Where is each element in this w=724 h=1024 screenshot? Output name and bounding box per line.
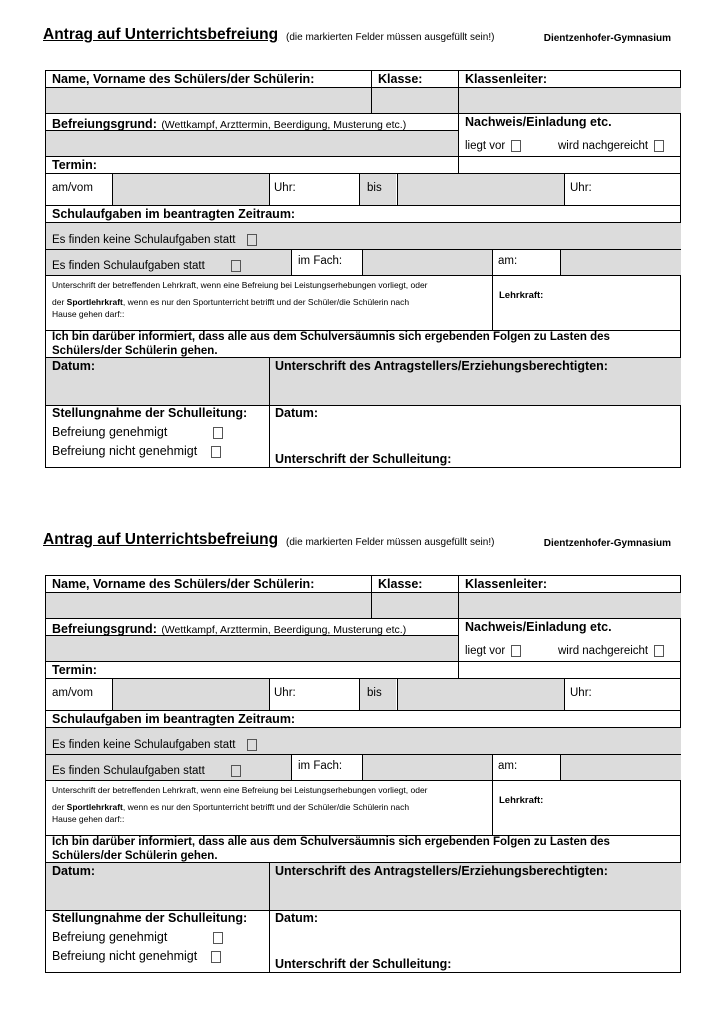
name-label: Name, Vorname des Schülers/der Schülerin: [52, 72, 315, 86]
approved-checkbox[interactable] [213, 932, 223, 944]
school-name: Dientzenhofer-Gymnasium [543, 538, 671, 549]
teacher-field[interactable] [459, 592, 681, 618]
datum2-label: Datum: [275, 406, 319, 420]
reason-label-group [52, 620, 406, 638]
date-until-field[interactable] [398, 678, 564, 710]
datum2-label: Datum: [275, 911, 319, 925]
signature-note-prefix: der [52, 802, 67, 812]
date-until-field[interactable] [398, 173, 564, 205]
exams-label: Schulaufgaben im beantragten Zeitraum: [52, 207, 296, 221]
form-table [45, 70, 681, 468]
proof-present-label: liegt vor [465, 645, 506, 658]
class-label: Klasse: [378, 72, 423, 86]
reason-examples: (Wettkampf, Arzttermin, Beerdigung, Musterung etc.) [161, 624, 407, 636]
subject-field[interactable] [362, 754, 493, 780]
applicant-signature-label: Unterschrift des Antragstellers/Erziehungsberechtigten: [275, 864, 608, 878]
class-field[interactable] [372, 592, 458, 618]
applicant-signature-label: Unterschrift des Antragstellers/Erziehungsberechtigten: [275, 359, 608, 373]
not-approved-label: Befreiung nicht genehmigt [52, 949, 198, 963]
on-label: am: [498, 760, 518, 772]
exams-label-text: Es finden Schulaufgaben statt [52, 260, 205, 273]
no-exams-checkbox[interactable] [247, 234, 257, 246]
proof-label: Nachweis/Einladung etc. [465, 620, 612, 634]
time2-label: Uhr: [570, 182, 592, 194]
form-subtitle: (die markierten Felder müssen ausgefüllt sein!) [286, 537, 495, 548]
proof-later-checkbox[interactable] [654, 140, 664, 152]
form-table [45, 575, 681, 973]
no-exams-checkbox[interactable] [247, 739, 257, 751]
approved-checkbox[interactable] [213, 427, 223, 439]
until-label: bis [367, 687, 382, 699]
form-subtitle: (die markierten Felder müssen ausgefüllt sein!) [286, 32, 495, 43]
exams-label-text: Es finden Schulaufgaben statt [52, 765, 205, 778]
name-label: Name, Vorname des Schülers/der Schülerin: [52, 577, 315, 591]
approved-label: Befreiung genehmigt [52, 425, 168, 439]
teacher-label: Klassenleiter: [465, 72, 547, 86]
signature-note-line1: Unterschrift der betreffenden Lehrkraft, wenn eine Befreiung bei Leistungserhebungen vorliegt, oder [52, 785, 428, 795]
principal-signature-label: Unterschrift der Schulleitung: [275, 452, 452, 466]
exams-option[interactable] [52, 260, 241, 272]
no-exams-option[interactable] [52, 739, 257, 751]
no-exams-label: Es finden keine Schulaufgaben statt [52, 739, 236, 752]
form-title: Antrag auf Unterrichtsbefreiung [43, 26, 279, 43]
date-label: Termin: [52, 663, 97, 677]
signature-note-line1: Unterschrift der betreffenden Lehrkraft, wenn eine Befreiung bei Leistungserhebungen vorliegt, oder [52, 280, 428, 290]
from-label: am/vom [52, 687, 93, 699]
reason-examples: (Wettkampf, Arzttermin, Beerdigung, Musterung etc.) [161, 119, 407, 131]
form-header [43, 26, 683, 48]
school-name: Dientzenhofer-Gymnasium [543, 33, 671, 44]
not-approved-checkbox[interactable] [211, 951, 221, 963]
no-exams-option[interactable] [52, 234, 257, 246]
statement-label: Stellungnahme der Schulleitung: [52, 406, 248, 420]
proof-label: Nachweis/Einladung etc. [465, 115, 612, 129]
proof-present-label: liegt vor [465, 140, 506, 153]
proof-later-label: wird nachgereicht [558, 140, 649, 153]
form-header [43, 531, 683, 553]
approved-option[interactable] [52, 425, 223, 439]
datum-label: Datum: [52, 359, 96, 373]
signature-note-rest: , wenn es nur den Sportunterricht betrifft und der Schüler/die Schülerin nach [122, 802, 410, 812]
exams-checkbox[interactable] [231, 765, 241, 777]
approved-label: Befreiung genehmigt [52, 930, 168, 944]
signature-note-prefix: der [52, 297, 67, 307]
not-approved-option[interactable] [52, 444, 221, 458]
name-field[interactable] [46, 592, 371, 618]
proof-later-checkbox[interactable] [654, 645, 664, 657]
application-form-2 [0, 529, 724, 1009]
time-label: Uhr: [274, 182, 296, 194]
teacher-signature-label: Lehrkraft: [499, 290, 544, 301]
signature-note-sport: Sportlehrkraft [66, 802, 123, 812]
reason-field[interactable] [46, 635, 458, 661]
not-approved-checkbox[interactable] [211, 446, 221, 458]
date-from-field[interactable] [113, 678, 269, 710]
signature-note-line3: Hause gehen darf:: [52, 814, 125, 824]
proof-present-option[interactable] [465, 140, 521, 152]
on-label: am: [498, 255, 518, 267]
proof-later-option[interactable] [558, 645, 664, 657]
exam-date-field[interactable] [561, 249, 681, 275]
not-approved-option[interactable] [52, 949, 221, 963]
proof-present-checkbox[interactable] [511, 645, 521, 657]
reason-label: Befreiungsgrund: [52, 622, 157, 636]
time2-label: Uhr: [570, 687, 592, 699]
subject-field[interactable] [362, 249, 493, 275]
exams-label: Schulaufgaben im beantragten Zeitraum: [52, 712, 296, 726]
no-exams-label: Es finden keine Schulaufgaben statt [52, 234, 236, 247]
reason-label-group [52, 115, 406, 133]
teacher-label: Klassenleiter: [465, 577, 547, 591]
statement-label: Stellungnahme der Schulleitung: [52, 911, 248, 925]
proof-present-option[interactable] [465, 645, 521, 657]
reason-label: Befreiungsgrund: [52, 117, 157, 131]
until-label: bis [367, 182, 382, 194]
not-approved-label: Befreiung nicht genehmigt [52, 444, 198, 458]
declaration-text: Ich bin darüber informiert, dass alle aus dem Schulversäumnis sich ergebenden Folgen zu Lasten des Schülers/der Schülerin gehen. [52, 836, 610, 862]
datum-label: Datum: [52, 864, 96, 878]
signature-note-rest: , wenn es nur den Sportunterricht betrifft und der Schüler/die Schülerin nach [122, 297, 410, 307]
class-label: Klasse: [378, 577, 423, 591]
name-field[interactable] [46, 87, 371, 113]
subject-label: im Fach: [298, 255, 343, 267]
principal-signature-label: Unterschrift der Schulleitung: [275, 957, 452, 971]
date-label: Termin: [52, 158, 97, 172]
exams-checkbox[interactable] [231, 260, 241, 272]
subject-label: im Fach: [298, 760, 343, 772]
time-label: Uhr: [274, 687, 296, 699]
proof-later-option[interactable] [558, 140, 664, 152]
signature-note-line3: Hause gehen darf:: [52, 309, 125, 319]
form-title: Antrag auf Unterrichtsbefreiung [43, 531, 279, 548]
proof-present-checkbox[interactable] [511, 140, 521, 152]
application-form-1 [0, 24, 724, 504]
declaration-text: Ich bin darüber informiert, dass alle aus dem Schulversäumnis sich ergebenden Folgen zu Lasten des Schülers/der Schülerin gehen. [52, 331, 610, 357]
exam-date-field[interactable] [561, 754, 681, 780]
exams-option[interactable] [52, 765, 241, 777]
proof-later-label: wird nachgereicht [558, 645, 649, 658]
approved-option[interactable] [52, 930, 223, 944]
date-from-field[interactable] [113, 173, 269, 205]
teacher-signature-label: Lehrkraft: [499, 795, 544, 806]
teacher-field[interactable] [459, 87, 681, 113]
signature-note-sport: Sportlehrkraft [66, 297, 123, 307]
class-field[interactable] [372, 87, 458, 113]
reason-field[interactable] [46, 130, 458, 156]
from-label: am/vom [52, 182, 93, 194]
